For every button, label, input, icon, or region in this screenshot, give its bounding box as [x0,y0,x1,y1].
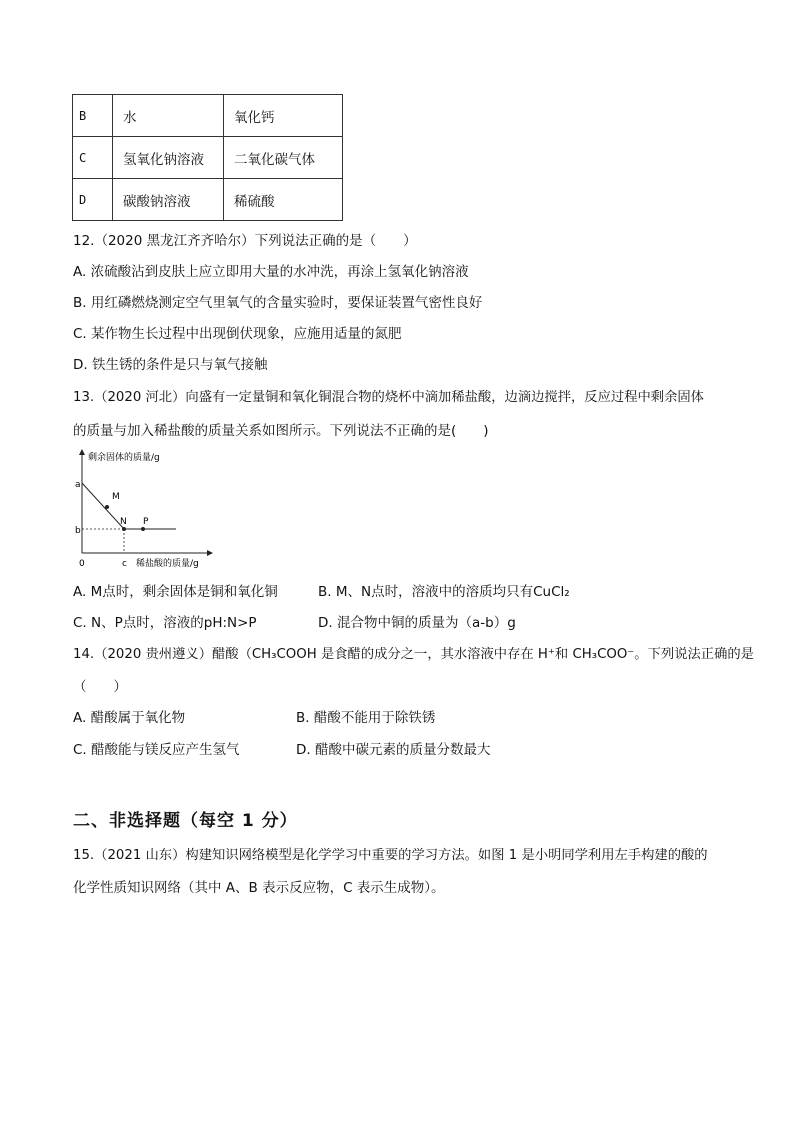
point-p [141,527,145,531]
row-label: B [73,95,113,137]
q14-option-b: B. 醋酸不能用于除铁锈 [296,710,436,726]
point-label-m: M [112,492,120,502]
table-cell: 碳酸钠溶液 [113,179,224,221]
q13-stem-line2: 的质量与加入稀盐酸的质量关系如图所示。下列说法不正确的是( ) [73,423,489,439]
point-label-p: P [143,517,149,527]
q14-option-d: D. 醋酸中碳元素的质量分数最大 [296,742,491,758]
q12-stem: 12.（2020 黑龙江齐齐哈尔）下列说法正确的是（ ） [73,233,417,249]
table-cell: 二氧化碳气体 [224,137,343,179]
table-row [73,137,343,179]
options-table [72,94,343,221]
x-axis-label: 稀盐酸的质量/g [136,559,199,569]
series-line [82,483,176,529]
table-cell: 稀硫酸 [224,179,343,221]
table-cell: 水 [113,95,224,137]
point-n [122,527,126,531]
mass-chart [66,446,216,574]
point-m [105,505,109,509]
table-row [73,179,343,221]
q12-option-c: C. 某作物生长过程中出现倒伏现象，应施用适量的氮肥 [73,326,402,342]
table-cell: 氧化钙 [224,95,343,137]
y-axis-label: 剩余固体的质量/g [88,453,160,463]
q12-option-b: B. 用红磷燃烧测定空气里氧气的含量实验时，要保证装置气密性良好 [73,295,483,311]
q13-option-c: C. N、P点时，溶液的pH:N>P [73,615,257,631]
q14-option-c: C. 醋酸能与镁反应产生氢气 [73,742,240,758]
q12-option-a: A. 浓硫酸沾到皮肤上应立即用大量的水冲洗，再涂上氢氧化钠溶液 [73,264,469,280]
q12-option-d: D. 铁生锈的条件是只与氧气接触 [73,357,268,373]
origin-label: 0 [79,559,85,569]
q13-stem-line1: 13.（2020 河北）向盛有一定量铜和氧化铜混合物的烧杯中滴加稀盐酸，边滴边搅拌，反应过程中剩余固体 [73,390,704,405]
x-tick-label-c: c [122,559,127,569]
q15-line1: 15.（2021 山东）构建知识网络模型是化学学习中重要的学习方法。如图 1 是小明同学利用左手构建的酸的 [73,848,708,863]
row-label: D [73,179,113,221]
q14-option-a: A. 醋酸属于氧化物 [73,710,186,726]
y-tick-label-b: b [75,526,81,536]
y-tick-label-a: a [75,480,81,490]
table-row [73,95,343,137]
table-cell: 氢氧化钠溶液 [113,137,224,179]
q13-option-d: D. 混合物中铜的质量为（a-b）g [318,615,516,631]
q13-option-a: A. M点时，剩余固体是铜和氧化铜 [73,584,278,600]
q14-stem-line2: （ ） [73,679,127,695]
section-title: 二、非选择题（每空 1 分） [73,811,298,831]
q13-option-b: B. M、N点时，溶液中的溶质均只有CuCl₂ [318,584,570,600]
q15-line2: 化学性质知识网络（其中 A、B 表示反应物，C 表示生成物）。 [73,880,445,896]
point-label-n: N [120,517,127,527]
row-label: C [73,137,113,179]
q14-stem-line1: 14.（2020 贵州遵义）醋酸（CH₃COOH 是食醋的成分之一，其水溶液中存在 H⁺和 CH₃COO⁻。下列说法正确的是 [73,647,754,662]
